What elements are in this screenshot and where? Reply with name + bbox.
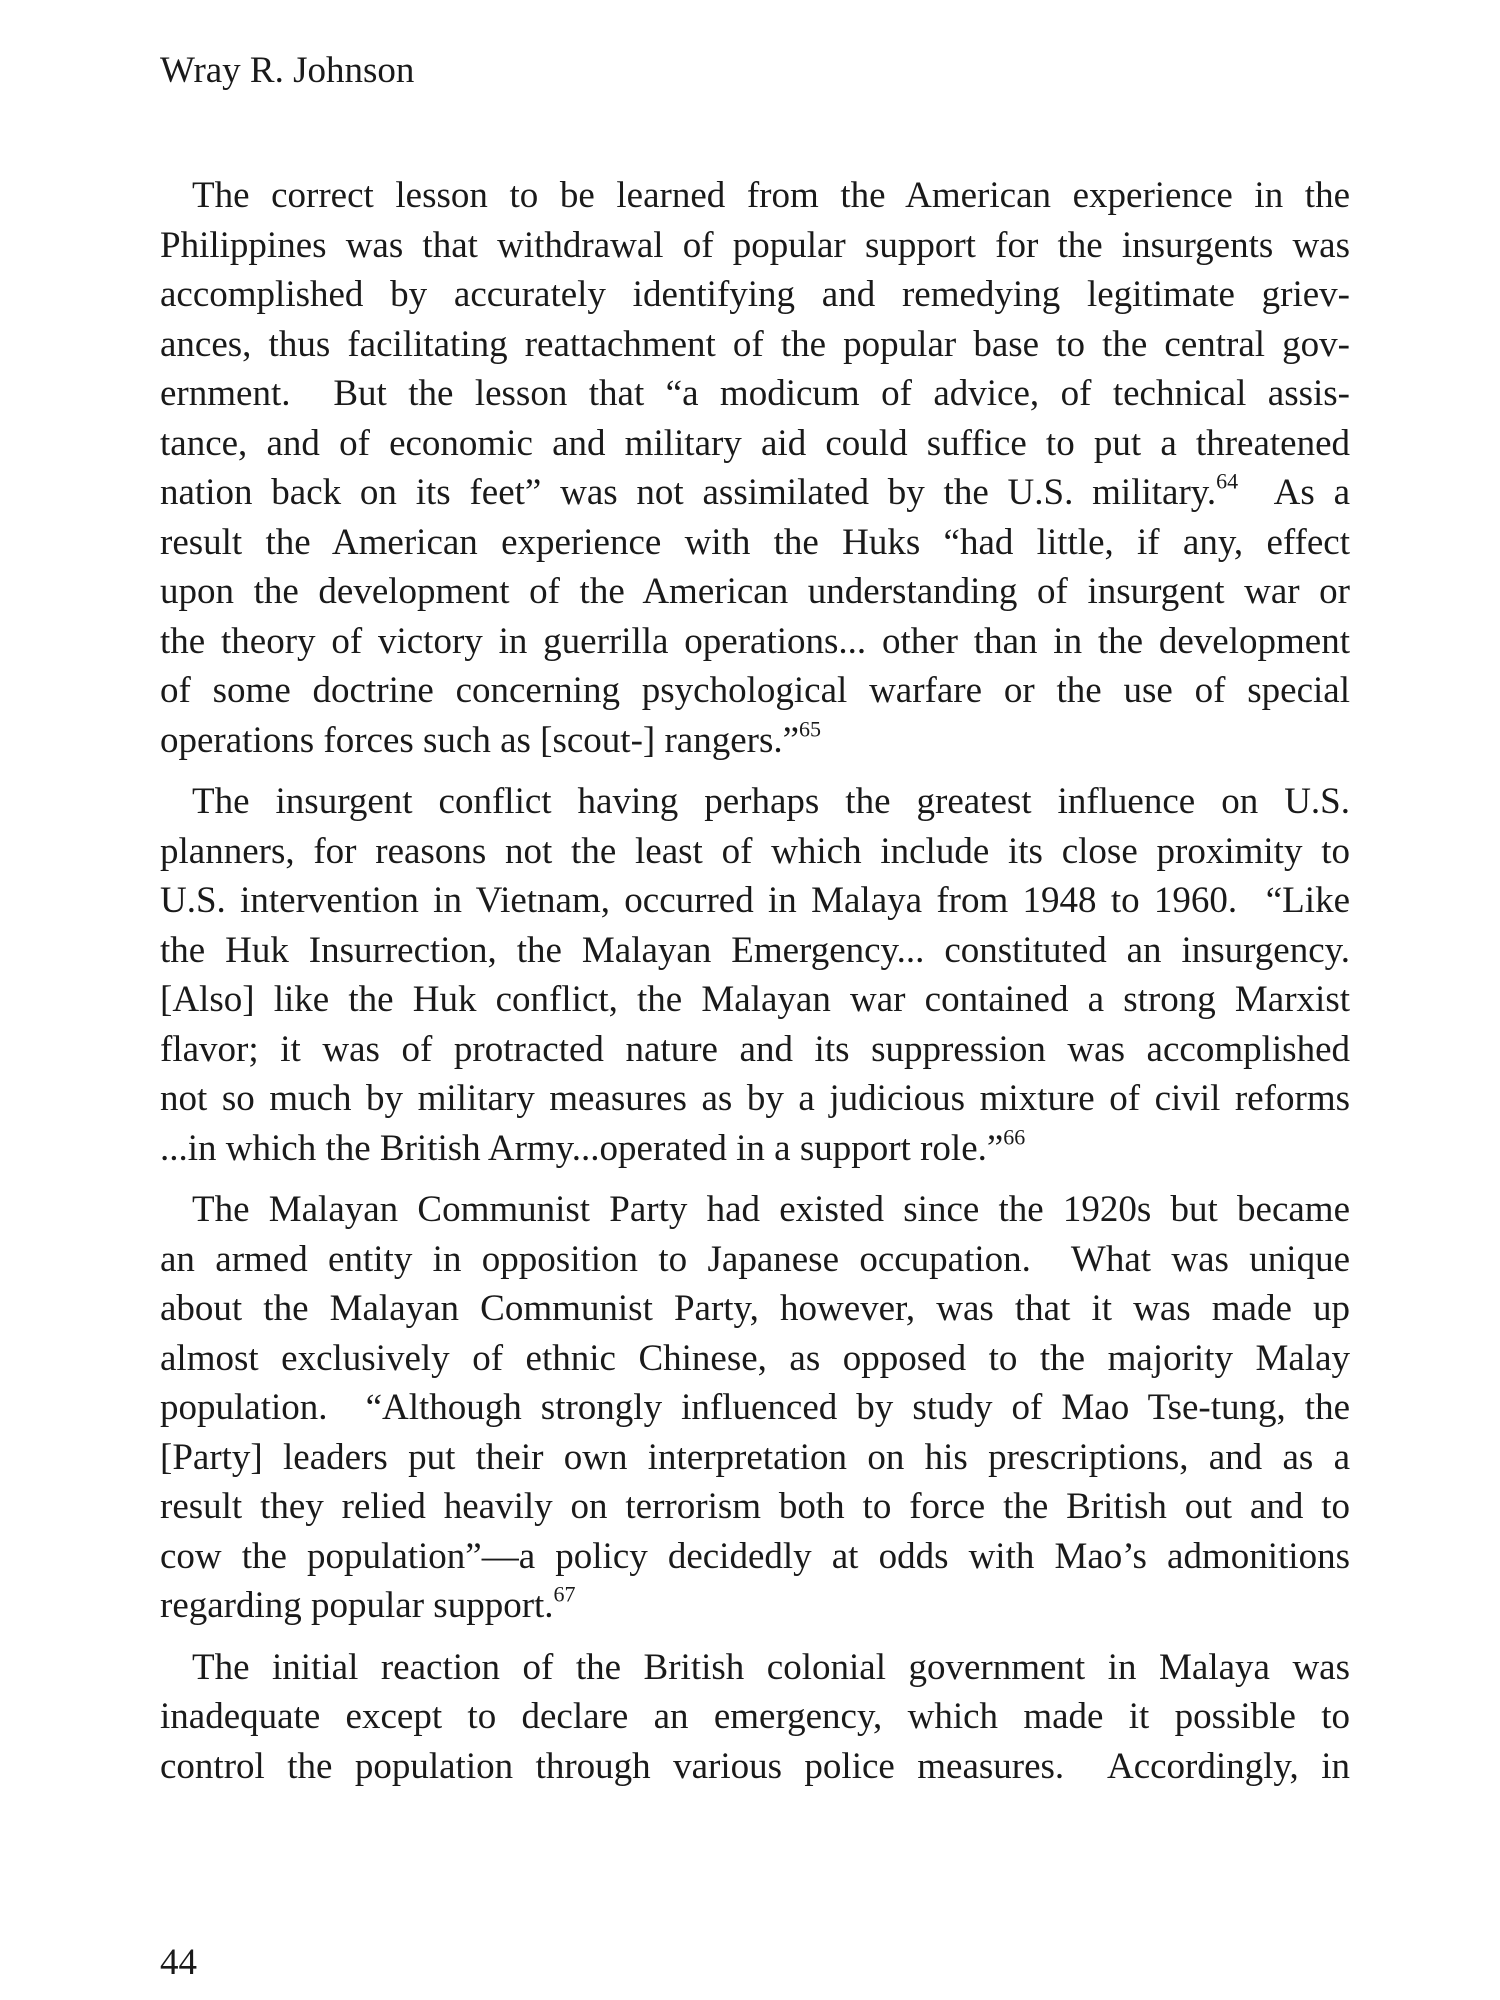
line-text: nation back on its feet” was not assimilated by the U.S. military. [160,472,1217,513]
line-text: The Malayan Communist Party had existed since the 1920s but became [192,1189,1350,1230]
text-line [160,518,1350,568]
line-text: cow the population”—a policy decidedly at odds with Mao’s admonitions [160,1535,1350,1577]
line-text: [Party] leaders put their own interpretation on his prescriptions, and as a [160,1436,1350,1478]
line-text: ...in which the British Army...operated in a support role.” [160,1127,1004,1169]
text-line [160,1643,1350,1693]
page-number: 44 [160,1942,197,1983]
text-line [160,369,1350,419]
line-text: planners, for reasons not the least of which include its close proximity to [160,830,1350,872]
footnote-reference: 66 [1003,1124,1026,1150]
line-text: not so much by military measures as by a judicious mixture of civil reforms [160,1078,1350,1119]
text-line [160,1482,1350,1532]
line-text: U.S. intervention in Vietnam, occurred in Malaya from 1948 to 1960. “Like [160,880,1350,921]
line-text: control the population through various police measures. Accordingly, in [160,1745,1350,1787]
paragraph [160,1185,1350,1631]
paragraph [160,1643,1350,1792]
line-text: the theory of victory in guerrilla operations... other than in the development [160,620,1350,662]
line-text: an armed entity in opposition to Japanese occupation. What was unique [160,1238,1350,1280]
paragraph [160,171,1350,765]
line-text: The initial reaction of the British colonial government in Malaya was [192,1646,1350,1688]
text-line [160,1692,1350,1742]
line-text: Philippines was that withdrawal of popular support for the insurgents was [160,224,1350,266]
line-text: result the American experience with the Huks “had little, if any, effect [160,521,1350,563]
line-text: population. “Although strongly influenced by study of Mao Tse-tung, the [160,1387,1350,1428]
line-text: result they relied heavily on terrorism both to force the British out and to [160,1486,1350,1527]
line-text: regarding popular support. [160,1585,554,1626]
running-head: Wray R. Johnson [160,50,415,91]
text-line [160,975,1350,1025]
line-text: of some doctrine concerning psychological warfare or the use of special [160,670,1350,711]
footnote-reference: 65 [799,716,822,742]
text-line [160,1284,1350,1334]
text-line [160,1383,1350,1433]
text-line [160,1025,1350,1075]
text-line [160,320,1350,370]
text-line [160,1742,1350,1792]
line-text: The insurgent conflict having perhaps the greatest influence on U.S. [192,781,1350,822]
text-line [160,926,1350,976]
footnote-reference: 67 [553,1581,576,1607]
line-text: inadequate except to declare an emergency, which made it possible to [160,1696,1350,1737]
line-text: about the Malayan Communist Party, however, was that it was made up [160,1288,1350,1329]
text-line [160,876,1350,926]
text-line [160,1334,1350,1384]
line-text: [Also] like the Huk conflict, the Malayan war contained a strong Marxist [160,979,1350,1020]
line-text: operations forces such as [scout-] rangers.” [160,719,800,761]
paragraph [160,777,1350,1173]
line-text: almost exclusively of ethnic Chinese, as opposed to the majority Malay [160,1337,1350,1379]
text-line [160,827,1350,877]
text-line [160,716,1350,766]
line-text: accomplished by accurately identifying and remedying legitimate griev- [160,274,1350,315]
line-text: flavor; it was of protracted nature and its suppression was accomplished [160,1028,1350,1070]
text-line [160,1532,1350,1582]
line-text: As a [1238,472,1350,513]
line-text: the Huk Insurrection, the Malayan Emergency... constituted an insurgency. [160,929,1350,971]
text-line [160,777,1350,827]
text-line [160,1235,1350,1285]
text-line [160,1124,1350,1174]
text-line [160,221,1350,271]
text-line [160,666,1350,716]
line-text: The correct lesson to be learned from the American experience in the [192,175,1350,216]
text-line [160,567,1350,617]
line-text: upon the development of the American understanding of insurgent war or [160,571,1350,612]
text-line [160,270,1350,320]
line-text: ernment. But the lesson that “a modicum of advice, of technical assis- [160,373,1350,414]
text-line [160,419,1350,469]
text-line [160,1433,1350,1483]
text-line [160,1185,1350,1235]
text-line [160,468,1350,518]
text-line [160,617,1350,667]
line-text: ances, thus facilitating reattachment of the popular base to the central gov- [160,323,1350,365]
body-text [160,171,1350,1803]
text-line [160,1074,1350,1124]
footnote-reference: 64 [1216,468,1239,494]
line-text: tance, and of economic and military aid could suffice to put a threatened [160,422,1350,464]
text-line [160,171,1350,221]
text-line [160,1581,1350,1631]
